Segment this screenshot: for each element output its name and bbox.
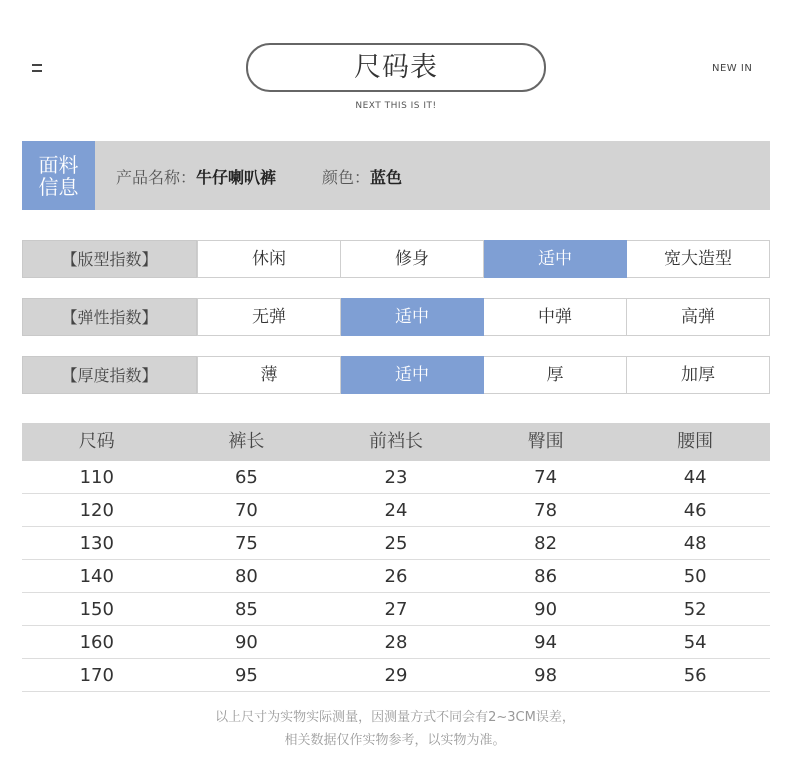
table-row <box>22 593 770 626</box>
cell-hip: 78 <box>534 500 558 521</box>
table-row <box>22 560 770 593</box>
fit-option-slim: 修身 <box>341 240 484 278</box>
note-line2: 相关数据仅作实物参考，以实物为准。 <box>284 733 506 748</box>
cell-waist: 48 <box>683 533 707 554</box>
elasticity-option-none: 无弹 <box>197 298 341 336</box>
fabric-info-text <box>116 165 402 188</box>
cell-size: 160 <box>79 632 114 653</box>
fabric-info-label <box>22 141 95 210</box>
page-subtitle: NEXT THIS IS IT! <box>355 101 437 111</box>
product-name-label: 产品名称： <box>116 168 197 187</box>
fabric-info-band <box>22 141 770 210</box>
cell-waist: 44 <box>683 467 707 488</box>
size-table-header <box>22 423 770 461</box>
page-title: 尺码表 <box>246 43 546 92</box>
thickness-index-label: 【厚度指数】 <box>22 356 197 394</box>
fit-option-loose: 宽大造型 <box>627 240 770 278</box>
elasticity-index-row <box>22 298 770 336</box>
cell-front-rise: 26 <box>384 566 408 587</box>
cell-pants-length: 90 <box>234 632 258 653</box>
cell-front-rise: 28 <box>384 632 408 653</box>
thickness-option-thick: 厚 <box>484 356 627 394</box>
cell-hip: 94 <box>534 632 558 653</box>
cell-waist: 52 <box>683 599 707 620</box>
cell-waist: 54 <box>683 632 707 653</box>
cell-hip: 74 <box>534 467 558 488</box>
menu-icon[interactable] <box>32 64 42 74</box>
cell-pants-length: 75 <box>234 533 258 554</box>
elasticity-option-medium: 中弹 <box>484 298 627 336</box>
header-pants-length: 裤长 <box>228 431 265 452</box>
cell-waist: 56 <box>683 665 707 686</box>
fit-option-casual: 休闲 <box>197 240 341 278</box>
cell-size: 150 <box>79 599 114 620</box>
note-line1: 以上尺寸为实物实际测量，因测量方式不同会有2~3CM误差， <box>215 710 575 725</box>
cell-pants-length: 95 <box>234 665 258 686</box>
cell-size: 130 <box>79 533 114 554</box>
thickness-option-moderate: 适中 <box>341 356 484 394</box>
header-size: 尺码 <box>78 431 115 452</box>
thickness-option-thin: 薄 <box>197 356 341 394</box>
cell-hip: 86 <box>534 566 558 587</box>
cell-front-rise: 27 <box>384 599 408 620</box>
product-name-value: 牛仔喇叭裤 <box>196 168 277 187</box>
fit-index-row <box>22 240 770 278</box>
cell-pants-length: 85 <box>234 599 258 620</box>
table-row <box>22 461 770 494</box>
elasticity-option-moderate: 适中 <box>341 298 484 336</box>
fit-option-moderate: 适中 <box>484 240 627 278</box>
cell-front-rise: 24 <box>384 500 408 521</box>
cell-pants-length: 65 <box>234 467 258 488</box>
fabric-label-line2: 信息 <box>38 175 79 199</box>
header-waist: 腰围 <box>677 431 714 452</box>
table-row <box>22 659 770 692</box>
fit-index-label: 【版型指数】 <box>22 240 197 278</box>
cell-size: 110 <box>79 467 114 488</box>
color-label: 颜色： <box>322 168 371 187</box>
size-table <box>22 423 770 692</box>
header-front-rise: 前裆长 <box>368 431 423 452</box>
cell-size: 140 <box>79 566 114 587</box>
cell-pants-length: 80 <box>234 566 258 587</box>
cell-front-rise: 23 <box>384 467 408 488</box>
cell-pants-length: 70 <box>234 500 258 521</box>
new-in-label: NEW IN <box>712 63 753 74</box>
cell-hip: 90 <box>534 599 558 620</box>
cell-waist: 46 <box>683 500 707 521</box>
measurement-note <box>0 706 790 752</box>
elasticity-index-label: 【弹性指数】 <box>22 298 197 336</box>
cell-front-rise: 29 <box>384 665 408 686</box>
header-hip: 臀围 <box>527 431 564 452</box>
table-row <box>22 527 770 560</box>
thickness-index-row <box>22 356 770 394</box>
cell-waist: 50 <box>683 566 707 587</box>
cell-size: 120 <box>79 500 114 521</box>
elasticity-option-high: 高弹 <box>627 298 770 336</box>
cell-hip: 98 <box>534 665 558 686</box>
fabric-label-line1: 面料 <box>38 153 79 177</box>
table-row <box>22 494 770 527</box>
color-value: 蓝色 <box>370 168 403 187</box>
cell-hip: 82 <box>534 533 558 554</box>
cell-size: 170 <box>79 665 114 686</box>
cell-front-rise: 25 <box>384 533 408 554</box>
thickness-option-extra-thick: 加厚 <box>627 356 770 394</box>
table-row <box>22 626 770 659</box>
